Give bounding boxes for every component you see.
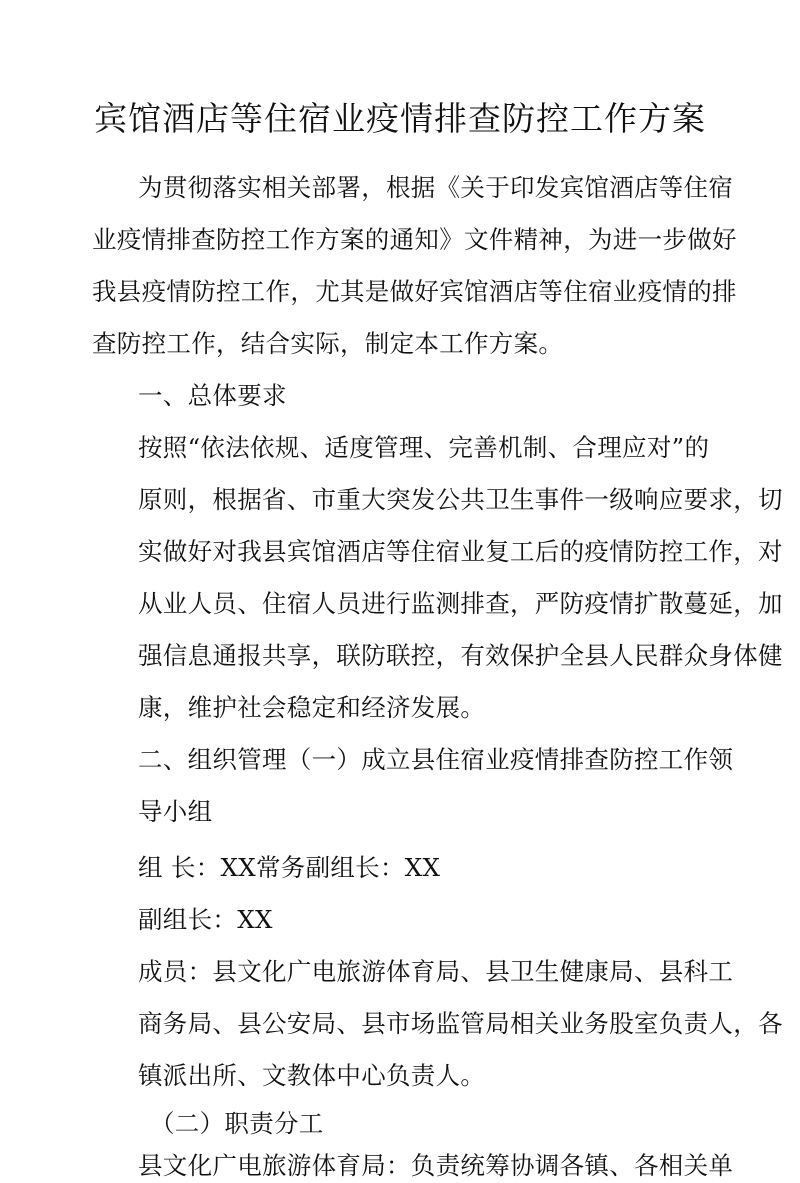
section1-line-4-text: 从业人员、住宿人员进行监测排查，严防疫情扩散蔓延， xyxy=(138,589,758,618)
section1-heading: 一、总体要求 xyxy=(138,381,287,410)
section1-line-5 xyxy=(138,639,783,673)
deputy-line: 副组长：XX xyxy=(138,905,273,934)
leader-line: 组 长：XX常务副组长：XX xyxy=(138,853,441,882)
members-line-1 xyxy=(138,955,734,989)
members-line-3: 镇派出所、文教体中心负责人。 xyxy=(138,1061,486,1090)
intro-line-3: 我县疫情防控工作，尤其是做好宾馆酒店等住宿业疫情的排 xyxy=(92,277,737,306)
section1-line-6: 康，维护社会稳定和经济发展。 xyxy=(138,693,486,722)
section1-line-3 xyxy=(138,535,783,569)
members-line-1-text: 成员：县文化广电旅游体育局、县卫生健康局、县科 xyxy=(138,957,709,986)
section1-line-4 xyxy=(138,587,783,621)
intro-line-2: 业疫情排查防控工作方案的通知》文件精神，为进一步做好 xyxy=(92,225,737,254)
section1-line-1: 按照“依法依规、适度管理、完善机制、合理应对”的 xyxy=(138,433,710,462)
section1-line-4-tail: 加 xyxy=(758,589,783,618)
members-line-2-text: 商务局、县公安局、县市场监管局相关业务股室负责人， xyxy=(138,1009,758,1038)
section1-line-3-tail: 对 xyxy=(758,537,783,566)
duties-line: 县文化广电旅游体育局：负责统筹协调各镇、各相关单 xyxy=(138,1151,734,1180)
section1-line-2-text: 原则，根据省、市重大突发公共卫生事件一级响应要求， xyxy=(138,485,758,514)
section2-heading-line-1: 二、组织管理（一）成立县住宿业疫情排查防控工作领 xyxy=(138,745,734,774)
subsection-heading: （二）职责分工 xyxy=(150,1109,324,1138)
intro-line-1: 为贯彻落实相关部署，根据《关于印发宾馆酒店等住宿 xyxy=(138,173,734,202)
members-line-2-tail: 各 xyxy=(758,1009,783,1038)
section1-line-2-tail: 切 xyxy=(758,485,783,514)
members-line-2 xyxy=(138,1007,783,1041)
document-title: 宾馆酒店等住宿业疫情排查防控工作方案 xyxy=(94,99,706,138)
section1-line-3-text: 实做好对我县宾馆酒店等住宿业复工后的疫情防控工作， xyxy=(138,537,758,566)
members-line-1-tail: 工 xyxy=(708,957,734,986)
section1-line-2 xyxy=(138,483,783,517)
section2-heading-line-2: 导小组 xyxy=(138,797,213,826)
intro-line-4: 查防控工作，结合实际，制定本工作方案。 xyxy=(92,329,564,358)
section1-line-5-text: 强信息通报共享，联防联控，有效保护全县人民群众身体 xyxy=(138,641,758,670)
section1-line-5-tail: 健 xyxy=(758,641,783,670)
